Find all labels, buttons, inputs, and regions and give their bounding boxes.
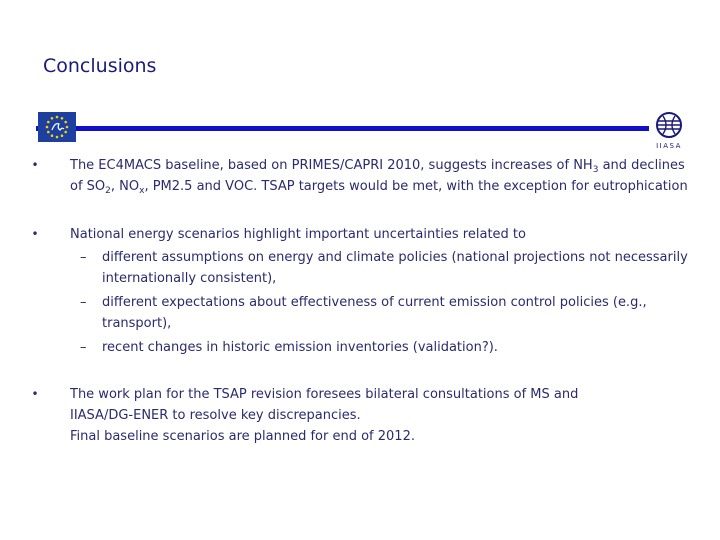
sub-dash: – [80, 295, 87, 310]
bullet-text: National energy scenarios highlight important uncertainties related to [70, 227, 526, 242]
bullet-text-line: Final baseline scenarios are planned for end of 2012. [70, 429, 415, 444]
sub-dash: – [80, 250, 87, 265]
iiasa-logo [652, 110, 686, 150]
sub-dash: – [80, 340, 87, 355]
bullet-text: The EC4MACS baseline, based on PRIMES/CAPRI 2010, suggests increases of $NH_3$ and declines of $SO_2$, $NO_x$, PM2.5 and VOC. TSAP targets would be met, with the exception for eutrophication [70, 158, 688, 196]
sub-item [30, 292, 690, 334]
sub-item-text: different expectations about effectiveness of current emission control policies (e.g., transport), [102, 295, 647, 331]
sub-item [30, 247, 690, 289]
bullet-text-line: The work plan for the TSAP revision foresees bilateral consultations of MS and IIASA/DG-ENER to resolve key discrepancies. [70, 387, 579, 423]
bullet-dot: • [31, 158, 39, 172]
eu-flag-logo [38, 112, 76, 142]
bullet-work-plan [30, 384, 690, 447]
sub-item-text: recent changes in historic emission inventories (validation?). [102, 340, 498, 355]
iiasa-globe-icon [652, 110, 686, 150]
header-rule [76, 126, 649, 131]
sub-item-text: different assumptions on energy and climate policies (national projections not necessarily internationally consistent), [102, 250, 688, 286]
bullet-dot: • [31, 387, 39, 401]
slide-title: Conclusions [43, 55, 157, 77]
eu-stars-icon [38, 112, 76, 142]
bullet-national-scenarios [30, 224, 690, 245]
bullet-baseline [30, 155, 690, 197]
bullet-dot: • [31, 227, 39, 241]
sub-item [30, 337, 690, 358]
svg-text:IIASA: IIASA [656, 142, 682, 150]
slide-body [30, 155, 690, 447]
